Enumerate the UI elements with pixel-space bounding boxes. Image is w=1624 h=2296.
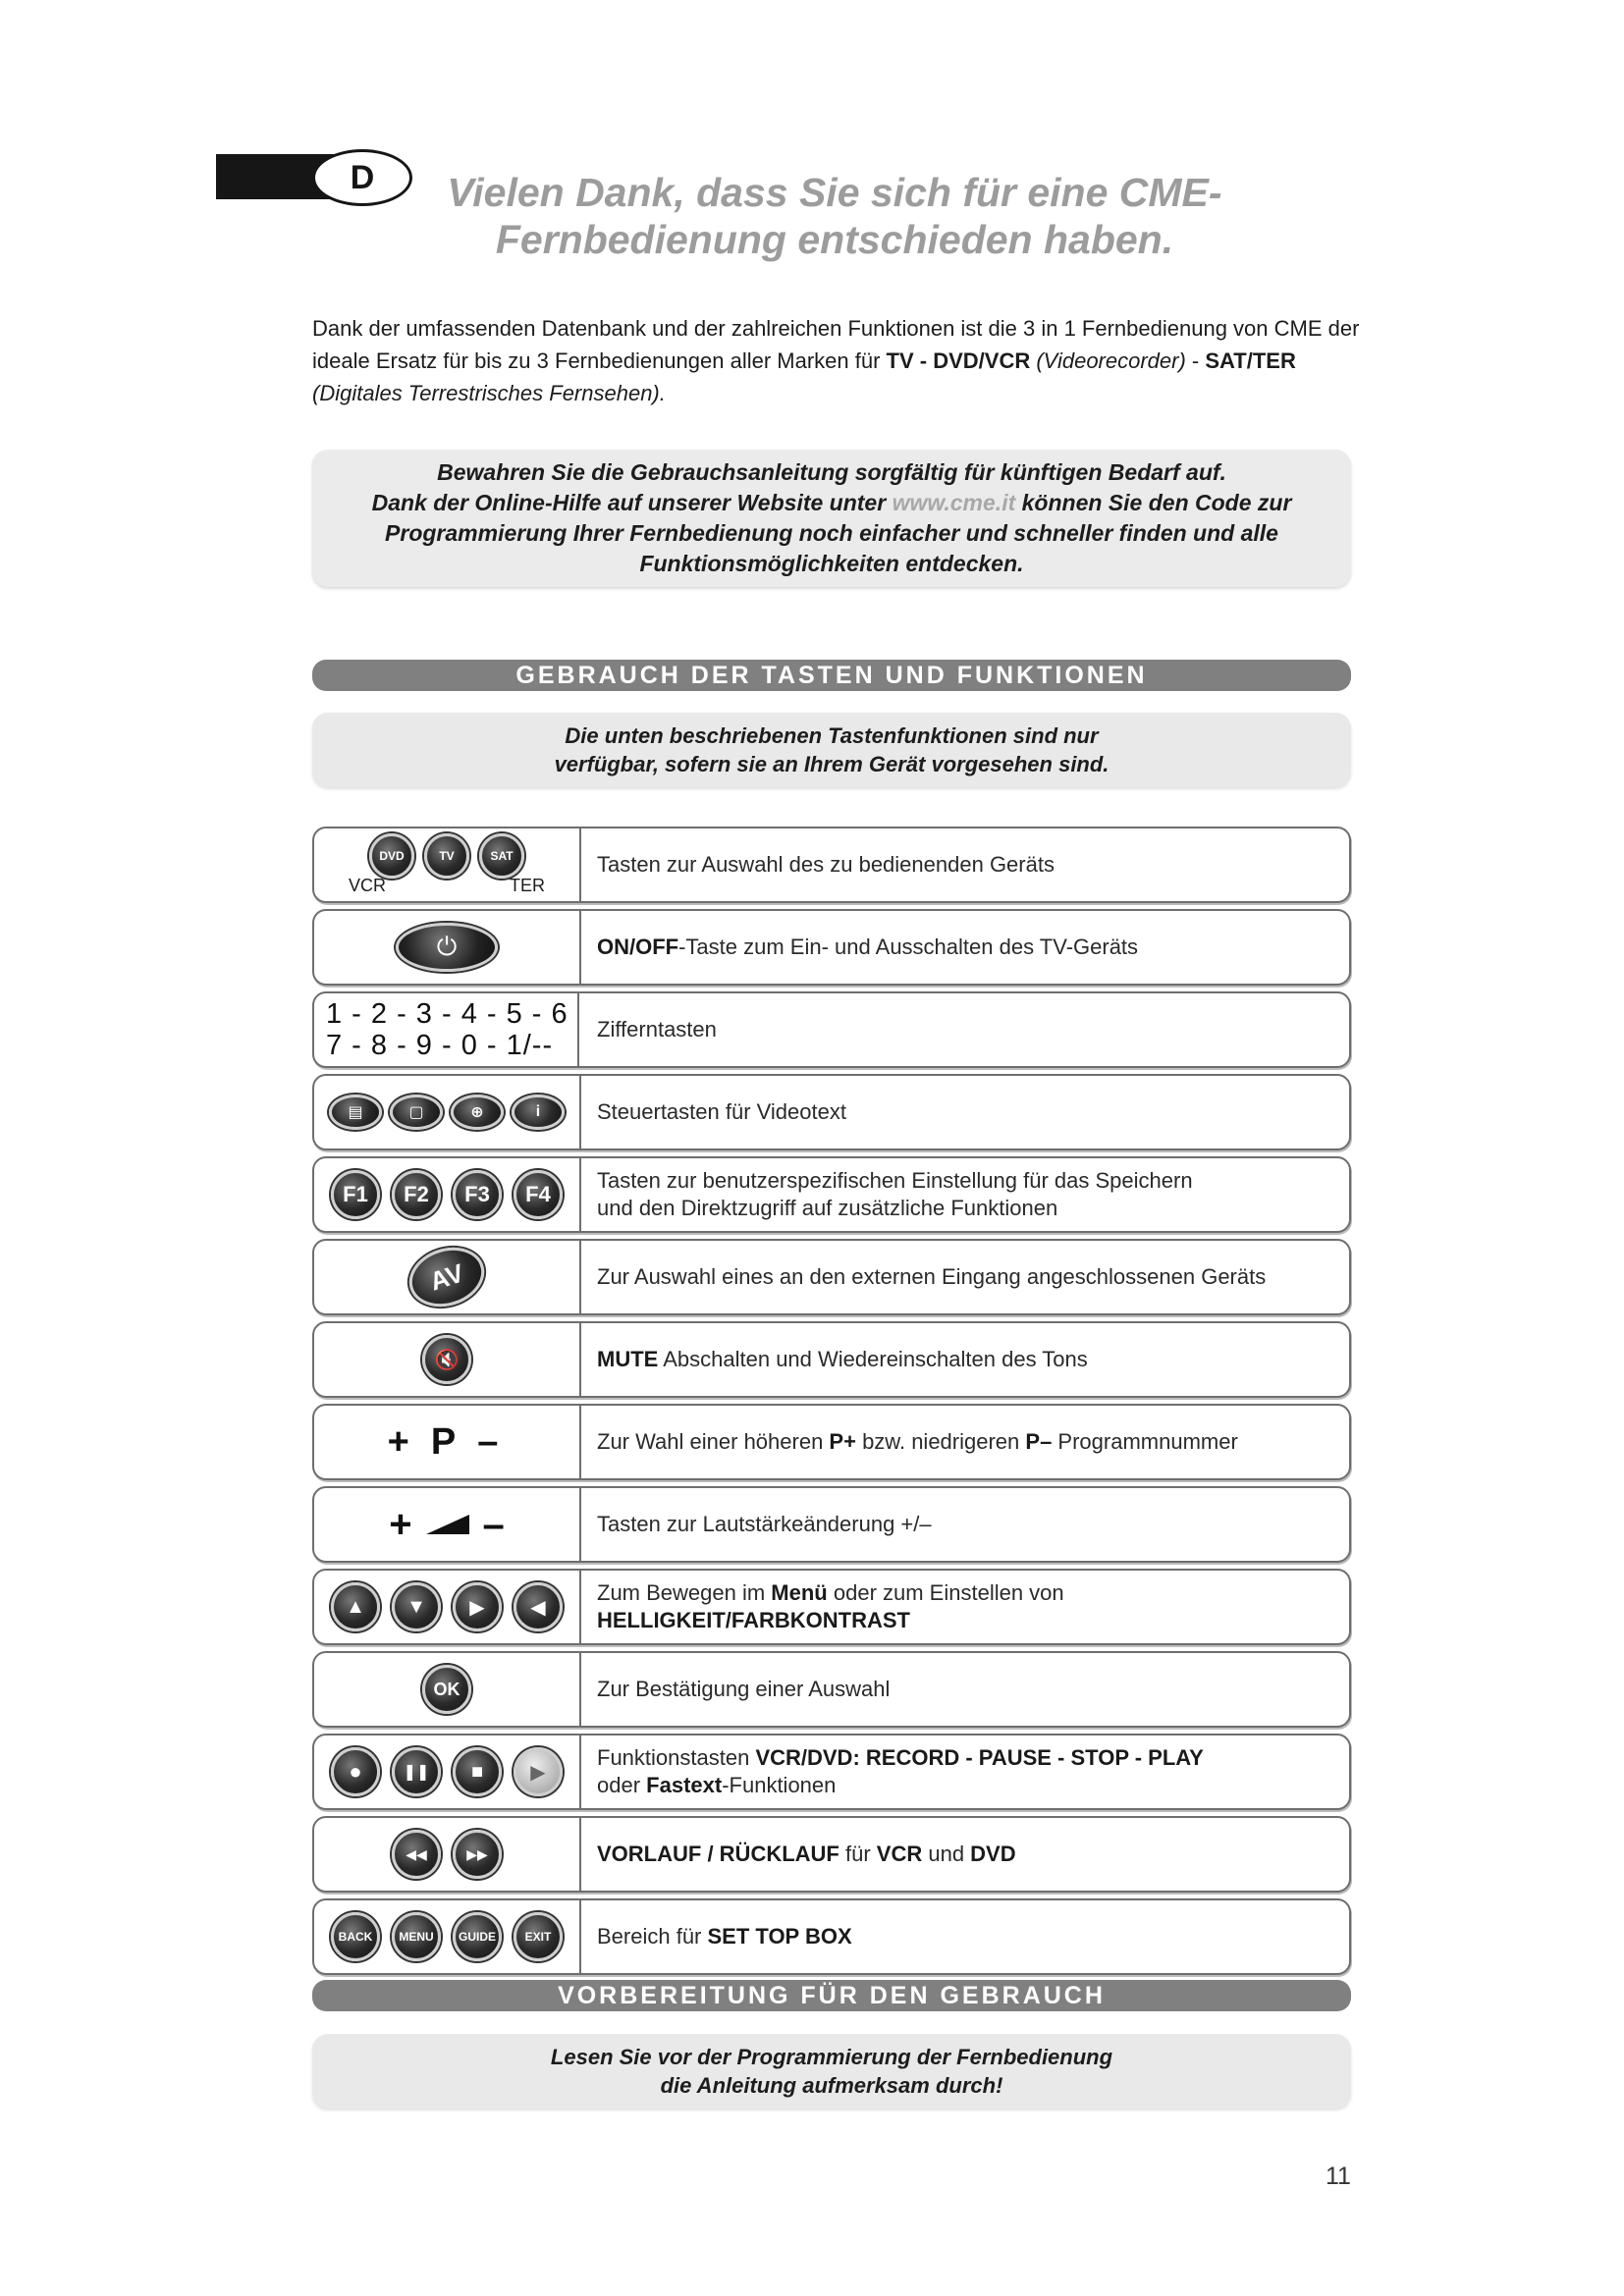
wind-text-d: und: [922, 1842, 971, 1866]
section-heading-preparation: VORBEREITUNG FÜR DEN GEBRAUCH: [312, 1980, 1351, 2011]
arrow-down-icon: ▼: [392, 1582, 441, 1631]
power-key-cell: [314, 911, 581, 984]
transport-text-e: -Funktionen: [722, 1773, 837, 1797]
transport-description: [597, 1735, 1337, 1808]
stb-text-a: Bereich für: [597, 1924, 708, 1949]
av-key-cell: [314, 1241, 581, 1313]
arrow-right-icon: ▶: [453, 1582, 502, 1631]
wind-keys-names: VORLAUF / RÜCKLAUF: [597, 1842, 839, 1866]
program-description: [597, 1406, 1337, 1478]
page-title: [393, 169, 1276, 263]
table-row-av: [312, 1239, 1351, 1315]
nav-text-c: oder zum Einstellen von: [827, 1580, 1064, 1605]
wind-description: [597, 1818, 1337, 1891]
digit-keys: [314, 993, 579, 1066]
table-row-device-select: [312, 827, 1351, 903]
prog-text-c: bzw. niedrigeren: [855, 1429, 1026, 1454]
arrow-up-icon: ▲: [331, 1582, 380, 1631]
transport-keys-names: VCR/DVD: RECORD - PAUSE - STOP - PLAY: [755, 1745, 1204, 1770]
ok-key: OK: [422, 1665, 471, 1714]
page-number: 11: [1326, 2163, 1351, 2190]
prog-minus-name: P–: [1025, 1429, 1053, 1454]
mute-key-cell: [314, 1323, 581, 1396]
table-row-power: [312, 909, 1351, 986]
intro-digital-tv: (Digitales Terrestrisches Fernsehen).: [312, 381, 666, 405]
exit-key: EXIT: [514, 1912, 563, 1961]
rewind-icon: ◀◀: [392, 1830, 441, 1879]
play-icon: ▶: [514, 1747, 563, 1796]
teletext-mix-icon: ▢: [390, 1095, 443, 1130]
device-keys: [314, 828, 581, 901]
mute-description: [597, 1323, 1337, 1396]
notice-line-1: Bewahren Sie die Gebrauchsanleitung sorgfältig für künftigen Bedarf auf.: [437, 459, 1226, 485]
table-row-transport: [312, 1734, 1351, 1810]
program-label: P: [430, 1420, 464, 1463]
mute-text: Abschalten und Wiedereinschalten des Tons: [658, 1347, 1088, 1371]
notice-line-4: Funktionsmöglichkeiten entdecken.: [639, 551, 1024, 576]
title-line-2: Fernbedienung entschieden haben.: [495, 217, 1174, 262]
arrow-left-icon: ◀: [514, 1582, 563, 1631]
sat-ter-key: SAT: [479, 833, 524, 879]
intro-sat-ter: SAT/TER: [1205, 348, 1296, 373]
transport-text-a: Funktionstasten: [597, 1745, 756, 1770]
prog-plus-name: P+: [829, 1429, 856, 1454]
prep-note-line-1: Lesen Sie vor der Programmierung der Fernbedienung: [550, 2045, 1113, 2069]
volume-minus: –: [482, 1502, 505, 1546]
fkeys-line-2: und den Direktzugriff auf zusätzliche Funktionen: [597, 1196, 1058, 1220]
table-row-digits: [312, 991, 1351, 1068]
volume-keys: [314, 1488, 581, 1561]
f2-key: F2: [392, 1170, 441, 1219]
prog-text-a: Zur Wahl einer höheren: [597, 1429, 830, 1454]
ter-label: TER: [510, 876, 545, 895]
teletext-text: Steuertasten für Videotext: [597, 1099, 846, 1124]
power-key: [396, 923, 498, 972]
wind-vcr: VCR: [876, 1842, 923, 1866]
wind-keys: [314, 1818, 581, 1891]
table-row-teletext: [312, 1074, 1351, 1150]
intro-text: Dank der umfassenden Datenbank und der zahlreichen Funktionen ist die 3 in 1 Fernbedienung von CME der ideale Ersatz für bis zu 3 Fernbedienungen aller Marken für: [312, 316, 1360, 373]
keys-availability-note: [312, 713, 1351, 787]
nav-text-a: Zum Bewegen im: [597, 1580, 772, 1605]
stb-name: SET TOP BOX: [707, 1924, 852, 1949]
notice-line-3: Programmierung Ihrer Fernbedienung noch einfacher und schneller finden und alle: [385, 520, 1278, 546]
av-text: Zur Auswahl eines an den externen Eingang angeschlossenen Geräts: [597, 1264, 1267, 1289]
stb-keys: [314, 1900, 581, 1973]
notice-line-2: [372, 488, 1292, 518]
title-line-1: Vielen Dank, dass Sie sich für eine CME-: [447, 170, 1222, 215]
digits-text: Zifferntasten: [597, 1017, 717, 1041]
transport-keys: [314, 1735, 581, 1808]
ok-description: [597, 1653, 1337, 1726]
notice-line-2b: können Sie den Code zur: [1015, 490, 1292, 515]
function-keys-description: [597, 1158, 1337, 1231]
intro-sep: -: [1185, 348, 1206, 373]
wind-text-a: für: [839, 1842, 877, 1866]
table-row-mute: [312, 1321, 1351, 1398]
keys-note-line-2: verfügbar, sofern sie an Ihrem Gerät vorgesehen sind.: [554, 752, 1110, 776]
stop-icon: ■: [453, 1747, 502, 1796]
key-function-table: [312, 827, 1351, 1981]
av-key: AV: [402, 1238, 492, 1315]
dvd-vcr-key: DVD: [369, 833, 414, 879]
fkeys-line-1: Tasten zur benutzerspezifischen Einstellung für das Speichern: [597, 1168, 1193, 1193]
tv-key: TV: [424, 833, 469, 879]
program-minus: –: [477, 1420, 507, 1463]
language-tab-label: D: [312, 149, 412, 206]
preparation-note: [312, 2034, 1351, 2109]
wind-dvd: DVD: [970, 1842, 1016, 1866]
teletext-on-icon: ▤: [329, 1095, 382, 1130]
teletext-keys: [314, 1076, 581, 1148]
volume-ramp-icon: [426, 1515, 469, 1534]
ok-key-cell: [314, 1653, 581, 1726]
fast-forward-icon: ▶▶: [453, 1830, 502, 1879]
navigation-keys: [314, 1571, 581, 1643]
f1-key: F1: [331, 1170, 380, 1219]
intro-paragraph: [312, 312, 1363, 409]
mute-icon: 🔇: [422, 1335, 471, 1384]
device-text: Tasten zur Auswahl des zu bedienenden Geräts: [597, 852, 1055, 877]
program-plus: +: [387, 1420, 417, 1463]
navigation-description: [597, 1571, 1337, 1643]
nav-brightness: HELLIGKEIT/FARBKONTRAST: [597, 1608, 910, 1632]
table-row-navigation: [312, 1569, 1351, 1645]
table-row-volume: [312, 1486, 1351, 1563]
menu-key: MENU: [392, 1912, 441, 1961]
power-icon: ⏻: [436, 932, 458, 961]
website-link[interactable]: www.cme.it: [892, 490, 1016, 515]
f3-key: F3: [453, 1170, 502, 1219]
av-description: [597, 1241, 1337, 1313]
table-row-function-keys: [312, 1156, 1351, 1233]
transport-text-c: oder: [597, 1773, 647, 1797]
power-text: -Taste zum Ein- und Ausschalten des TV-Geräts: [678, 934, 1139, 959]
intro-tv-dvd: TV - DVD/VCR: [886, 348, 1031, 373]
volume-plus: +: [389, 1502, 412, 1546]
section-heading-keys: GEBRAUCH DER TASTEN UND FUNKTIONEN: [312, 660, 1351, 691]
record-icon: ●: [331, 1747, 380, 1796]
pause-icon: ❚❚: [392, 1747, 441, 1796]
program-keys: [314, 1406, 581, 1478]
table-row-set-top-box: [312, 1898, 1351, 1975]
stb-description: [597, 1900, 1337, 1973]
teletext-description: [597, 1076, 1337, 1148]
function-keys: [314, 1158, 581, 1231]
ok-text: Zur Bestätigung einer Auswahl: [597, 1677, 891, 1701]
table-row-program: [312, 1404, 1351, 1480]
back-key: BACK: [331, 1912, 380, 1961]
table-row-wind: [312, 1816, 1351, 1893]
fastext-name: Fastext: [646, 1773, 723, 1797]
vcr-label: VCR: [349, 876, 387, 895]
guide-key: GUIDE: [453, 1912, 502, 1961]
digits-description: [597, 993, 1337, 1066]
volume-description: [597, 1488, 1337, 1561]
keys-note-line-1: Die unten beschriebenen Tastenfunktionen sind nur: [565, 723, 1099, 748]
digits-row-2: 7 - 8 - 9 - 0 - 1/--: [326, 1030, 554, 1061]
table-row-ok: [312, 1651, 1351, 1728]
volume-text: Tasten zur Lautstärkeänderung +/–: [597, 1512, 932, 1536]
notice-box: [312, 450, 1351, 587]
notice-line-2a: Dank der Online-Hilfe auf unserer Website unter: [371, 490, 893, 515]
power-key-name: ON/OFF: [597, 934, 679, 959]
teletext-info-icon: i: [512, 1095, 565, 1130]
nav-menu: Menü: [771, 1580, 828, 1605]
mute-key-name: MUTE: [597, 1347, 659, 1371]
f4-key: F4: [514, 1170, 563, 1219]
teletext-zoom-icon: ⊕: [451, 1095, 504, 1130]
power-description: [597, 911, 1337, 984]
digits-row-1: 1 - 2 - 3 - 4 - 5 - 6: [326, 998, 568, 1030]
device-select-description: [597, 828, 1337, 901]
intro-videorecorder: (Videorecorder): [1036, 348, 1186, 373]
prog-text-d: Programmnummer: [1052, 1429, 1238, 1454]
prep-note-line-2: die Anleitung aufmerksam durch!: [660, 2073, 1003, 2098]
